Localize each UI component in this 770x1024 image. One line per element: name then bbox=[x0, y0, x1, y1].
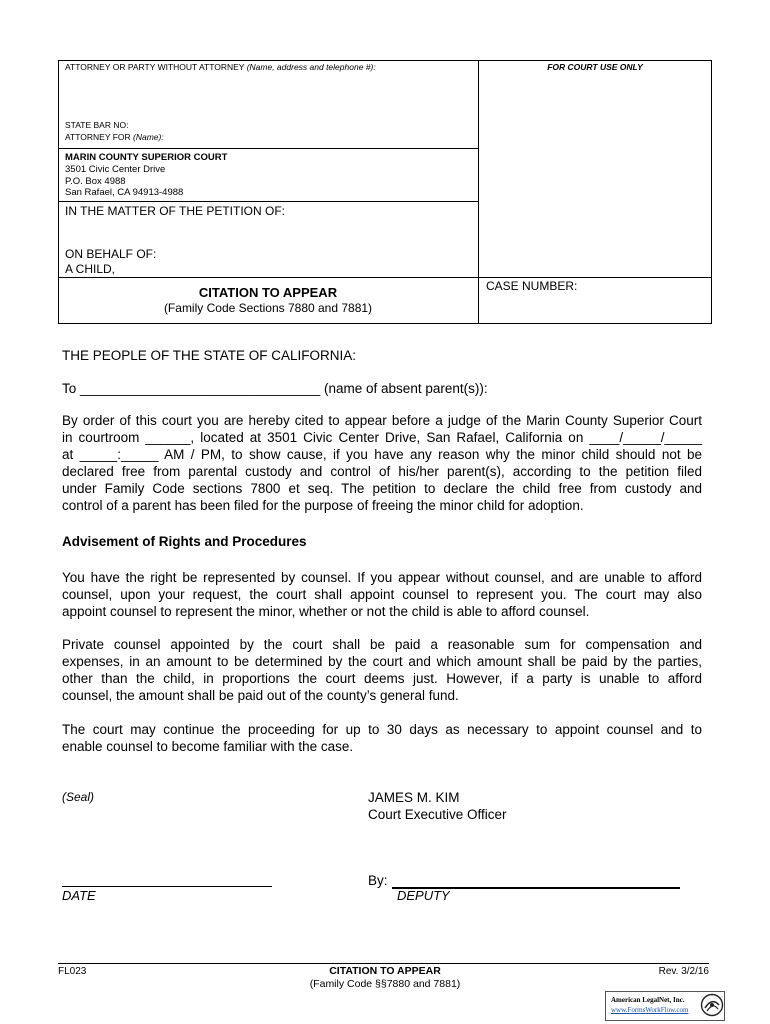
child-label: A CHILD, bbox=[65, 262, 116, 276]
matter-label: IN THE MATTER OF THE PETITION OF: bbox=[65, 204, 286, 218]
footer-revision: Rev. 3/2/16 bbox=[658, 966, 709, 977]
footer-form-id: FL023 bbox=[58, 966, 87, 977]
footer-title: CITATION TO APPEAR bbox=[329, 965, 441, 977]
people-heading: THE PEOPLE OF THE STATE OF CALIFORNIA: bbox=[62, 348, 357, 363]
form-title: CITATION TO APPEAR bbox=[198, 285, 338, 300]
court-address-3: San Rafael, CA 94913-4988 bbox=[65, 187, 184, 198]
officer-title: Court Executive Officer bbox=[368, 807, 507, 822]
publisher-link[interactable]: www.FormsWorkFlow.com bbox=[611, 1006, 689, 1014]
form-subtitle: (Family Code Sections 7880 and 7881) bbox=[163, 301, 373, 315]
behalf-label: ON BEHALF OF: bbox=[65, 247, 157, 261]
court-use-label: FOR COURT USE ONLY bbox=[547, 62, 643, 72]
footer-rule bbox=[58, 963, 709, 964]
officer-name: JAMES M. KIM bbox=[368, 790, 460, 805]
caption-divider-3 bbox=[58, 277, 712, 278]
attorney-for-label: ATTORNEY FOR (Name): bbox=[65, 132, 164, 142]
caption-divider-vertical bbox=[478, 60, 479, 324]
seal-label: (Seal) bbox=[62, 790, 95, 804]
advisement-heading: Advisement of Rights and Procedures bbox=[62, 534, 307, 549]
by-label: By: bbox=[368, 873, 388, 888]
footer-subtitle: (Family Code §§7880 and 7881) bbox=[309, 978, 461, 990]
state-bar-label: STATE BAR NO: bbox=[65, 120, 129, 130]
caption-divider-1 bbox=[58, 148, 478, 149]
publisher-logo-icon bbox=[700, 993, 724, 1017]
court-address-1: 3501 Civic Center Drive bbox=[65, 164, 166, 175]
attorney-label: ATTORNEY OR PARTY WITHOUT ATTORNEY (Name, address and telephone #): bbox=[65, 62, 376, 72]
case-number-label: CASE NUMBER: bbox=[486, 279, 578, 293]
publisher-name: American LegalNet, Inc. bbox=[611, 996, 685, 1004]
to-line: To ________________________________ (name of absent parent(s)): bbox=[62, 381, 488, 396]
paragraph-private-counsel: Private counsel appointed by the court shall be paid a reasonable sum for compensation and expenses, in an amount to be determined by the court and which amount shall be paid by the parties, other than the child, in proportions the court deems just. However, if a party is unable to afford counsel, the amount shall be paid out of the county’s general fund. bbox=[62, 637, 702, 703]
court-name: MARIN COUNTY SUPERIOR COURT bbox=[65, 152, 228, 163]
court-address-2: P.O. Box 4988 bbox=[65, 176, 126, 187]
paragraph-continue: The court may continue the proceeding for up to 30 days as necessary to appoint counsel and to enable counsel to become familiar with the case. bbox=[62, 722, 702, 754]
deputy-label: DEPUTY bbox=[397, 888, 450, 903]
paragraph-order: By order of this court you are hereby cited to appear before a judge of the Marin County Superior Court in courtroom ______, located at 3501 Civic Center Drive, San Rafael, California on ____/_____/_____ at _____:_____ AM / PM, to show cause, if you have any reason why the minor child should not be declared free from parental custody and control of his/her parent(s), according to the petition filed under Family Code sections 7800 et seq. The petition to declare the child free from custody and control of a parent has been filed for the purpose of freeing the minor child for adoption. bbox=[62, 413, 702, 513]
paragraph-rights: You have the right be represented by counsel. If you appear without counsel, and are unable to afford counsel, upon your request, the court shall appoint counsel to represent you. The court may also appoint counsel to represent the minor, whether or not the child is able to afford counsel. bbox=[62, 570, 702, 619]
date-label: DATE bbox=[62, 888, 96, 903]
caption-divider-2 bbox=[58, 201, 478, 202]
date-line[interactable] bbox=[62, 886, 272, 887]
